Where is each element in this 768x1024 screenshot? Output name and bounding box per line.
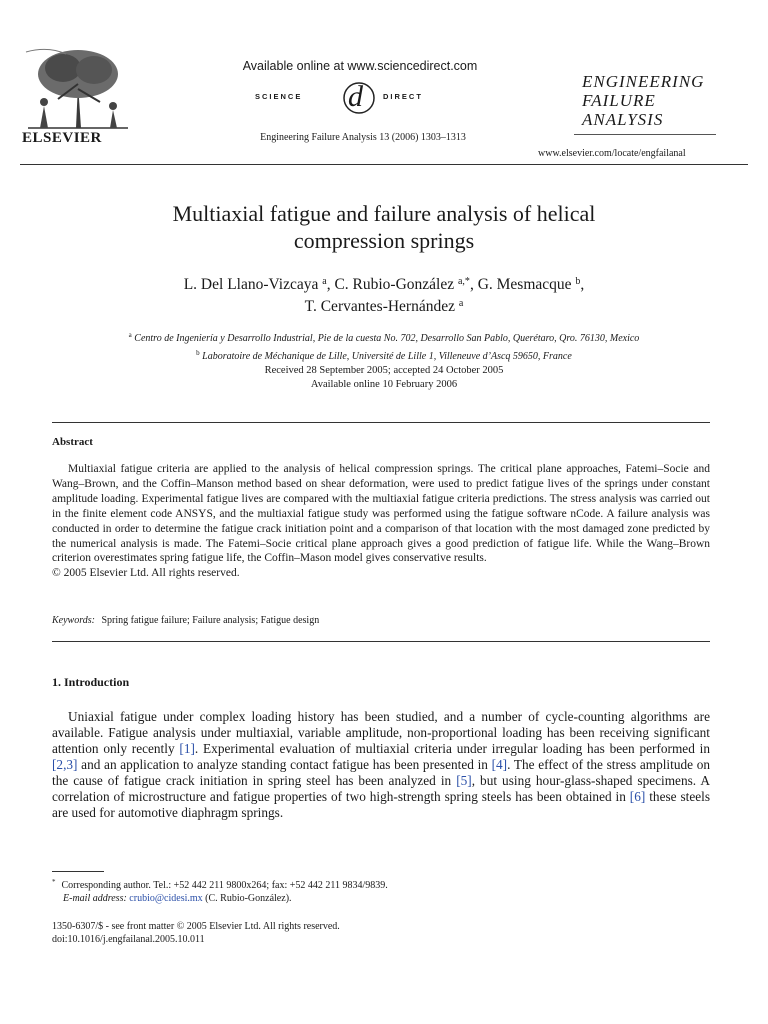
author-name: C. Rubio-González <box>334 276 455 293</box>
keywords <box>52 615 319 626</box>
title-line: compression springs <box>293 228 475 253</box>
citation-link[interactable]: [1] <box>179 741 195 756</box>
available-online-text[interactable]: Available online at www.sciencedirect.com <box>242 59 478 73</box>
author-sup: a <box>458 298 464 309</box>
abstract-heading: Abstract <box>52 436 93 448</box>
intro-text: . The effect of the stress amplitude on the cause of fatigue crack initiation in spring steel has been analyzed in <box>52 757 710 788</box>
citation-link[interactable]: [4] <box>491 757 508 772</box>
sciencedirect-d: d <box>348 80 363 113</box>
article-title <box>60 200 708 254</box>
header-divider <box>20 164 748 165</box>
citation-link[interactable]: [5] <box>456 773 472 788</box>
intro-text: , but using hour-glass-shaped specimens. A correlation of microstructure and fatigue properties of two high-strength spring steels has been obtained in <box>52 773 710 804</box>
affiliation-sup: b <box>196 349 200 357</box>
journal-name-line: ANALYSIS <box>582 110 664 129</box>
footnote <box>52 876 710 905</box>
email-link[interactable]: crubio@cidesi.mx <box>129 893 203 904</box>
affiliation-text: Laboratoire de Méchanique de Lille, Université de Lille 1, Villeneuve d’Ascq 59650, France <box>202 351 572 362</box>
affiliations <box>40 328 728 364</box>
intro-text: Uniaxial fatigue under complex loading history has been studied, and a number of cycle-counting algorithms are available. Fatigue analysis under multiaxial, variable amplitude, non-proportional loading has been receiving significant attention only recently <box>52 709 710 756</box>
introduction-body <box>52 709 710 821</box>
title-line: Multiaxial fatigue and failure analysis of helical <box>172 201 596 226</box>
affiliation-sup: a <box>128 331 132 339</box>
citation-link[interactable]: [2,3] <box>52 757 78 772</box>
abstract-text: Multiaxial fatigue criteria are applied to the analysis of helical compression springs. The critical plane approaches, Fatemi–Socie and Wang–Brown, and the Coffin–Manson method based on shear deformation, were used to predict fatigue lives of the springs under constant amplitude loading. Experimental fatigue lives are compared with the multiaxial fatigue criteria predictions. The stress analysis was carried out in the finite element code ANSYS, and the multiaxial fatigue study was performed using the fatigue software nCode. A failure analysis was conducted in order to determine the fatigue crack initiation point and a comparison of that location with the most damaged zone predicted by the numerical analysis is made. The Fatemi–Socie critical plane approach gives a good prediction of fatigue life. While the Wang–Brown criterion overestimates spring fatigue life, the Coffin–Mason model gives conservative results. <box>52 463 710 565</box>
sciencedirect-right: DIRECT <box>383 92 423 101</box>
journal-citation: Engineering Failure Analysis 13 (2006) 1303–1313 <box>260 132 466 143</box>
journal-divider <box>574 134 716 135</box>
publisher-name: ELSEVIER <box>22 130 102 146</box>
received-date: Received 28 September 2005; accepted 24 October 2005 <box>264 365 504 376</box>
issn-line: 1350-6307/$ - see front matter © 2005 Elsevier Ltd. All rights reserved. <box>52 921 340 932</box>
abstract-top-divider <box>52 422 710 423</box>
intro-text: these steels are used for automotive diaphragm springs. <box>52 789 710 820</box>
intro-text: and an application to analyze standing contact fatigue has been presented in <box>77 757 492 772</box>
abstract-copyright: © 2005 Elsevier Ltd. All rights reserved. <box>52 567 240 580</box>
journal-url[interactable]: www.elsevier.com/locate/engfailanal <box>538 148 686 159</box>
keywords-label: Keywords: <box>52 615 95 626</box>
email-label: E-mail address: <box>63 893 127 904</box>
journal-name-line: FAILURE <box>582 91 656 110</box>
author-sup: b <box>575 276 581 287</box>
section-heading: 1. Introduction <box>52 675 130 689</box>
journal-name <box>582 72 704 129</box>
available-date: Available online 10 February 2006 <box>310 379 458 390</box>
intro-text: . Experimental evaluation of multiaxial criteria under irregular loading has been performed in <box>194 741 710 756</box>
email-owner: (C. Rubio-González). <box>205 893 292 904</box>
author-name: G. Mesmacque <box>477 276 572 293</box>
article-dates <box>60 364 708 392</box>
affiliation-text: Centro de Ingeniería y Desarrollo Industrial, Pie de la cuesta No. 702, Desarrollo San Pablo, Querétaro, Qro. 76130, Mexico <box>134 333 640 344</box>
footnote-divider <box>52 871 104 872</box>
keywords-text: Spring fatigue failure; Failure analysis; Fatigue design <box>101 615 320 626</box>
footnote-star: * <box>52 878 56 886</box>
bottom-info <box>52 920 340 946</box>
abstract-bottom-divider <box>52 641 710 642</box>
doi-line[interactable]: doi:10.1016/j.engfailanal.2005.10.011 <box>52 934 205 945</box>
author-name: L. Del Llano-Vizcaya <box>183 276 319 293</box>
journal-name-line: ENGINEERING <box>582 72 705 91</box>
citation-link[interactable]: [6] <box>629 789 646 804</box>
author-sup: a,* <box>457 276 470 287</box>
author-list: L. Del Llano-Vizcaya $^a$, C. Rubio-González $^{a,*}$, G. Mesmacque $^b$, T. Cervantes-Hernández $^a$ <box>183 276 585 315</box>
sciencedirect-left: SCIENCE <box>255 92 303 101</box>
corresponding-author: Corresponding author. Tel.: +52 442 211 9800x264; fax: +52 442 211 9834/9839. <box>61 880 388 891</box>
author-sup: a <box>322 276 327 287</box>
introduction-paragraph <box>52 709 710 821</box>
author-name: T. Cervantes-Hernández <box>304 298 455 315</box>
abstract-body <box>52 462 710 581</box>
sciencedirect-logo <box>245 80 475 116</box>
